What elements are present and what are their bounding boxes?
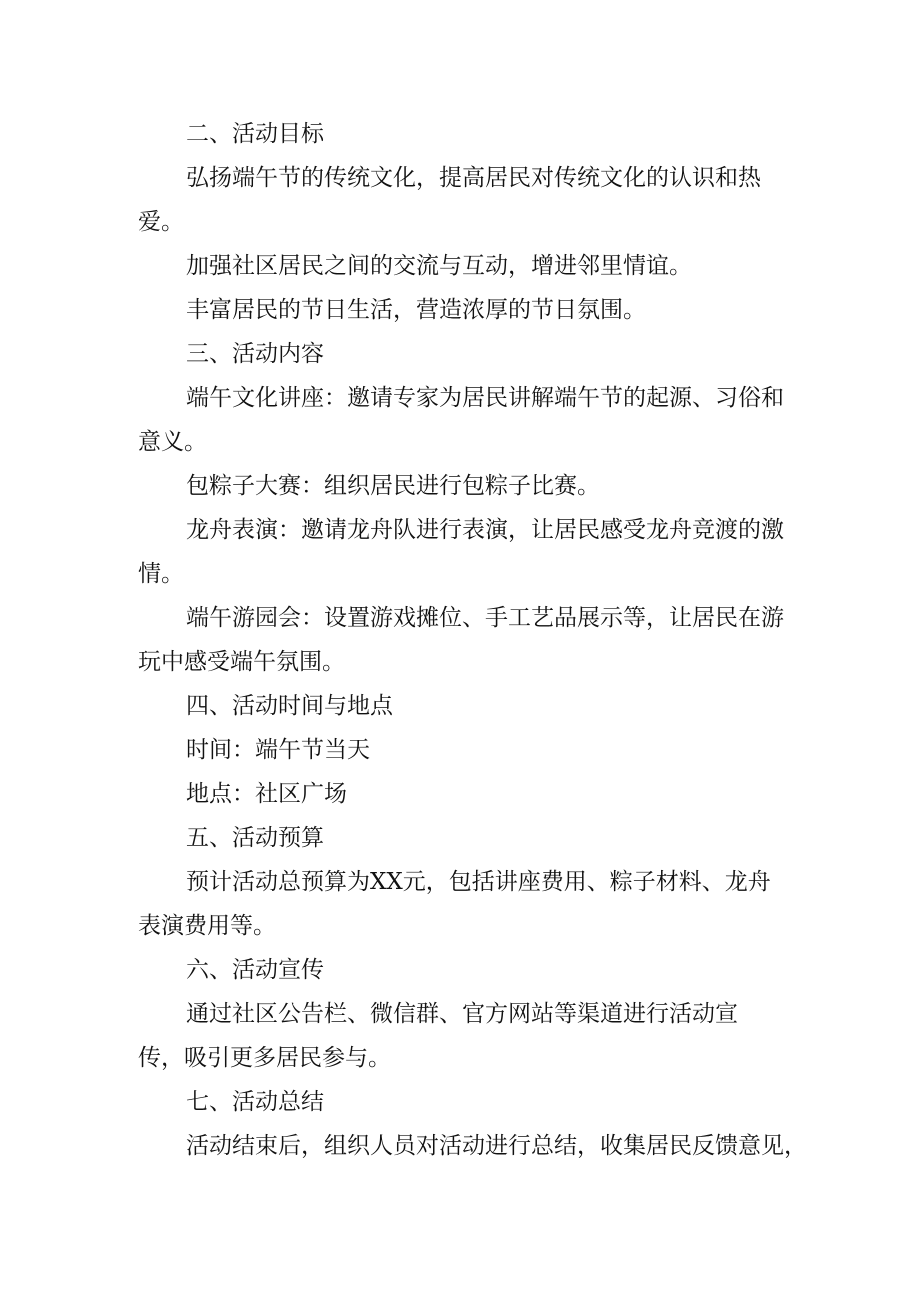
paragraph-line: 爱。 [138,209,184,235]
paragraph-line: 龙舟表演：邀请龙舟队进行表演，让居民感受龙舟竞渡的激 [186,517,784,543]
section-heading-promotion: 六、活动宣传 [186,957,324,983]
section-heading-time-place: 四、活动时间与地点 [186,693,393,719]
section-heading-summary: 七、活动总结 [186,1089,324,1115]
paragraph-line: 端午游园会：设置游戏摊位、手工艺品展示等，让居民在游 [186,605,784,631]
section-heading-goals: 二、活动目标 [186,121,324,147]
paragraph-line: 情。 [138,561,184,587]
paragraph-line: 意义。 [138,429,207,455]
paragraph-line: 端午文化讲座：邀请专家为居民讲解端午节的起源、习俗和 [186,385,784,411]
document-body [138,112,807,1168]
paragraph-line: 弘扬端午节的传统文化，提高居民对传统文化的认识和热 [186,165,761,191]
section-heading-budget: 五、活动预算 [186,825,324,851]
paragraph-line: 包粽子大赛：组织居民进行包粽子比赛。 [186,473,600,499]
paragraph-line: 预计活动总预算为XX元，包括讲座费用、粽子材料、龙舟 [186,869,771,895]
paragraph-line: 表演费用等。 [138,913,276,939]
paragraph-line: 活动结束后，组织人员对活动进行总结，收集居民反馈意见， [186,1133,807,1159]
section-heading-content: 三、活动内容 [186,341,324,367]
paragraph-line: 传，吸引更多居民参与。 [138,1045,391,1071]
paragraph-line: 地点：社区广场 [186,781,347,807]
paragraph-line: 加强社区居民之间的交流与互动，增进邻里情谊。 [186,253,692,279]
paragraph-line: 玩中感受端午氛围。 [138,649,345,675]
paragraph-line: 丰富居民的节日生活，营造浓厚的节日氛围。 [186,297,646,323]
paragraph-line: 时间：端午节当天 [186,737,370,763]
paragraph-line: 通过社区公告栏、微信群、官方网站等渠道进行活动宣 [186,1001,738,1027]
